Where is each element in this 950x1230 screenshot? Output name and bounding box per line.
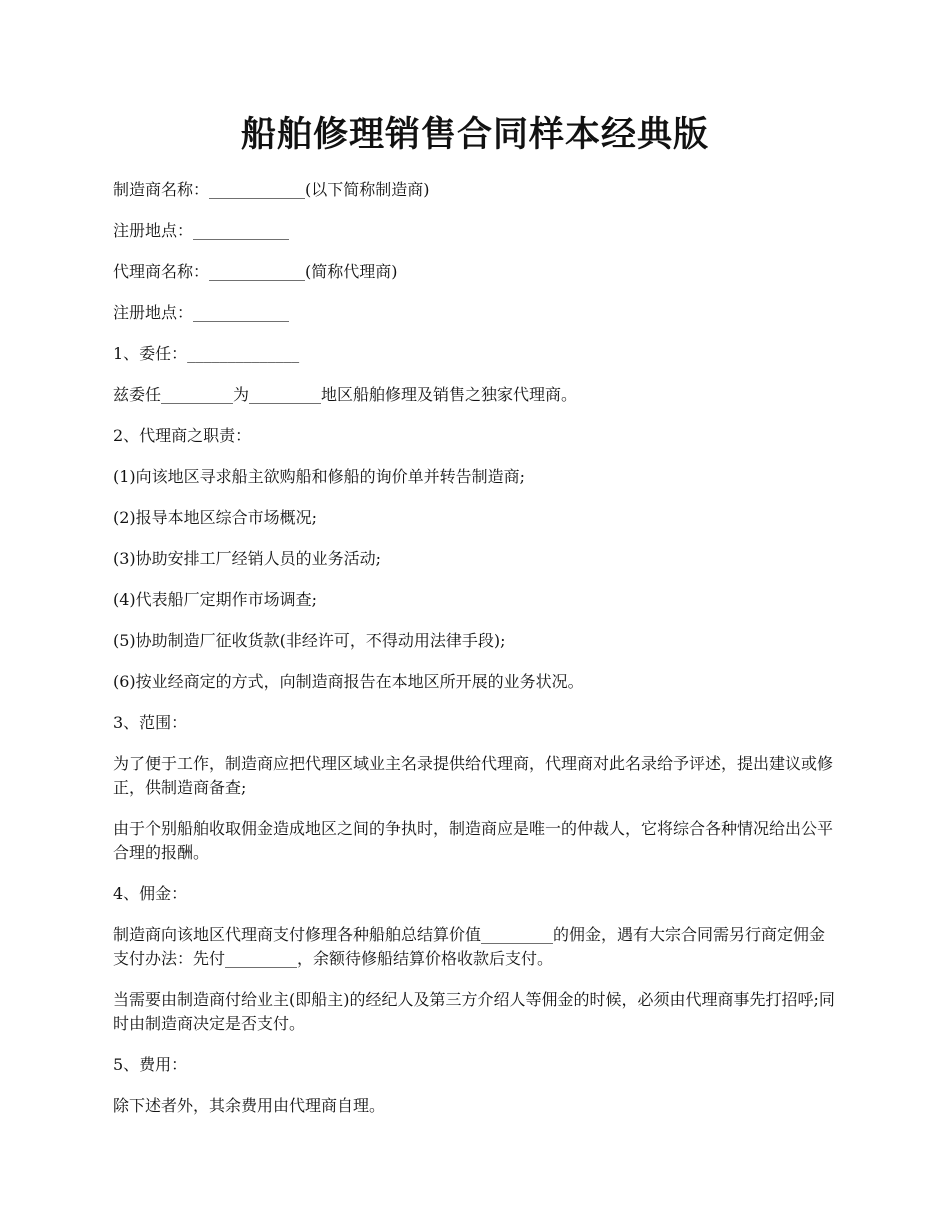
duty-item: (2)报导本地区综合市场概况; [113, 508, 318, 527]
section-expenses-heading: 5、费用： [113, 1055, 188, 1074]
scope-paragraph: 为了便于工作，制造商应把代理区域业主名录提供给代理商，代理商对此名录给予评述，提出建议或修正，供制造商备查; [113, 754, 834, 797]
document-body [113, 178, 840, 1135]
section-commission-heading: 4、佣金： [113, 884, 188, 903]
section-scope-heading: 3、范围： [113, 713, 188, 732]
commission-paragraph: 制造商向该地区代理商支付修理各种船舶总结算价值_________的佣金，遇有大宗合同需另行商定佣金支付办法：先付_________，余额待修船结算价格收款后支付。 [113, 925, 826, 968]
manufacturer-address-line: 注册地点：____________ [113, 221, 290, 240]
duty-item: (3)协助安排工厂经销人员的业务活动; [113, 549, 382, 568]
expenses-paragraph: 除下述者外，其余费用由代理商自理。 [113, 1096, 386, 1115]
document-title: 船舶修理销售合同样本经典版 [240, 115, 709, 155]
agent-name-line: 代理商名称：____________(简称代理商) [113, 262, 398, 281]
duty-item: (5)协助制造厂征收货款(非经许可，不得动用法律手段); [113, 631, 506, 650]
scope-paragraph: 由于个别船舶收取佣金造成地区之间的争执时，制造商应是唯一的仲裁人，它将综合各种情况给出公平合理的报酬。 [113, 819, 834, 862]
commission-paragraph: 当需要由制造商付给业主(即船主)的经纪人及第三方介绍人等佣金的时候，必须由代理商事先打招呼;同时由制造商决定是否支付。 [113, 990, 835, 1033]
duty-item: (6)按业经商定的方式，向制造商报告在本地区所开展的业务状况。 [113, 672, 584, 691]
manufacturer-name-line: 制造商名称：____________(以下简称制造商) [113, 180, 430, 199]
duty-item: (4)代表船厂定期作市场调查; [113, 590, 318, 609]
section-duties-heading: 2、代理商之职责： [113, 426, 252, 445]
agent-address-line: 注册地点：____________ [113, 303, 290, 322]
duty-item: (1)向该地区寻求船主欲购船和修船的询价单并转告制造商; [113, 467, 526, 486]
section-appointment-heading: 1、委任：______________ [113, 344, 300, 363]
appointment-paragraph: 兹委任_________为_________地区船舶修理及销售之独家代理商。 [113, 385, 578, 404]
